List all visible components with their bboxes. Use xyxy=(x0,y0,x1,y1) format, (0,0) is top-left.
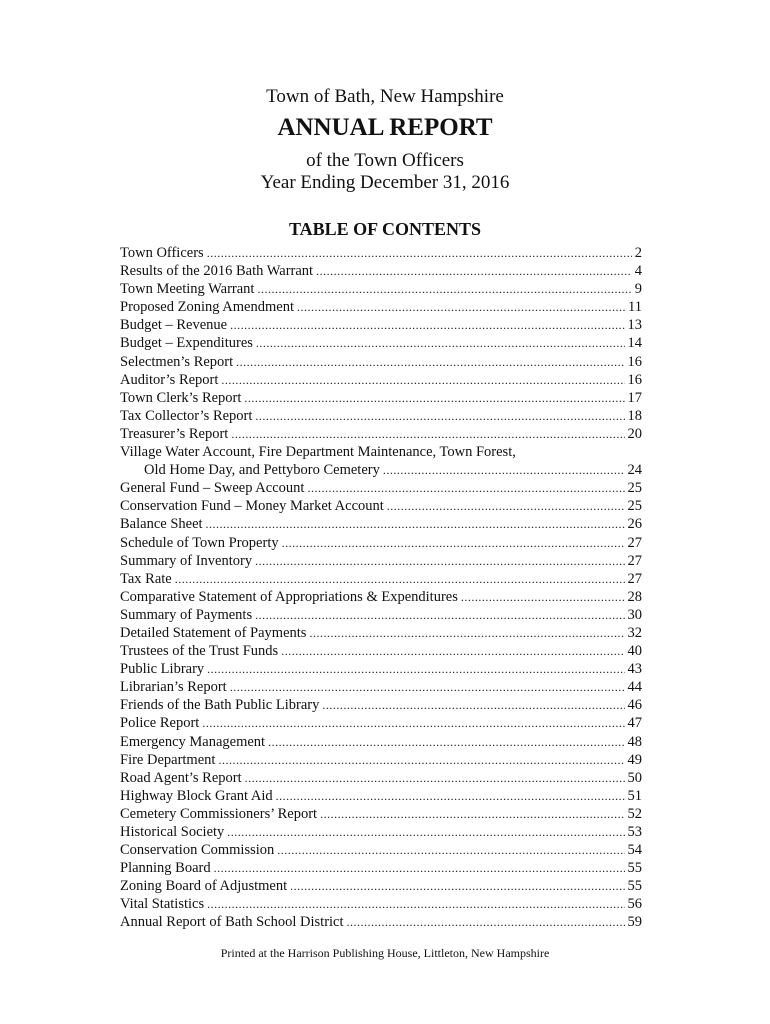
toc-entry-page: 59 xyxy=(627,914,642,931)
toc-entry-line xyxy=(120,733,642,751)
toc-entry-line xyxy=(120,678,642,696)
toc-heading: TABLE OF CONTENTS xyxy=(288,219,482,239)
toc-entry-title: Summary of Payments xyxy=(120,606,253,623)
toc-entry-page: 18 xyxy=(627,407,642,424)
toc-entry-title: Town Clerk’s Report xyxy=(120,389,242,406)
toc-entry-title: Vital Statistics xyxy=(120,896,205,913)
toc-entry-page: 2 xyxy=(634,245,642,261)
toc-entry-line xyxy=(120,769,642,787)
toc-entry xyxy=(120,280,642,298)
toc-entry xyxy=(120,298,642,316)
town-name: Town of Bath, New Hampshire xyxy=(266,86,504,107)
toc-entry-line xyxy=(120,353,642,371)
toc-entry-page: 16 xyxy=(627,353,642,370)
toc-entry-title: Tax Rate xyxy=(120,570,172,587)
toc-entry xyxy=(120,479,642,497)
dot-leader xyxy=(257,280,631,298)
dot-leader xyxy=(309,624,624,642)
toc-entry-line xyxy=(120,588,642,606)
toc-entry xyxy=(120,389,642,407)
toc-entry-line xyxy=(120,334,642,352)
toc-entry-line xyxy=(120,552,642,570)
toc-entry xyxy=(120,262,642,280)
toc-entry xyxy=(120,769,642,787)
dot-leader xyxy=(230,678,625,696)
toc-entry-line xyxy=(120,497,642,515)
toc-entry-page: 28 xyxy=(627,588,642,605)
toc-entry-line xyxy=(120,461,642,479)
toc-entry xyxy=(120,913,642,931)
dot-leader xyxy=(387,497,625,515)
table-of-contents xyxy=(120,244,642,932)
toc-entry-line xyxy=(120,787,642,805)
toc-entry-line xyxy=(120,479,642,497)
toc-entry-line xyxy=(120,298,642,316)
toc-entry xyxy=(120,751,642,769)
toc-entry xyxy=(120,552,642,570)
toc-entry-page: 4 xyxy=(634,263,642,280)
toc-entry-page: 43 xyxy=(627,661,642,678)
toc-entry-line xyxy=(120,316,642,334)
toc-entry-page: 30 xyxy=(627,606,642,623)
toc-entry-title: Police Report xyxy=(120,715,200,732)
toc-entry-line xyxy=(120,515,642,533)
dot-leader xyxy=(221,371,624,389)
dot-leader xyxy=(214,859,625,877)
toc-entry-line xyxy=(120,606,642,624)
toc-entry-line xyxy=(120,262,642,280)
toc-entry-title: Auditor’s Report xyxy=(120,371,219,388)
dot-leader xyxy=(207,660,624,678)
toc-entry xyxy=(120,497,642,515)
toc-entry-page: 17 xyxy=(627,389,642,406)
toc-entry-title: Trustees of the Trust Funds xyxy=(120,643,279,660)
dot-leader xyxy=(202,714,624,732)
toc-entry xyxy=(120,805,642,823)
toc-entry-page: 48 xyxy=(627,733,642,750)
dot-leader xyxy=(281,642,624,660)
toc-entry-line xyxy=(120,714,642,732)
dot-leader xyxy=(255,552,624,570)
toc-entry-page: 56 xyxy=(627,896,642,913)
toc-entry-page: 13 xyxy=(627,317,642,334)
toc-entry-title: Conservation Commission xyxy=(120,842,275,859)
toc-entry-line xyxy=(120,841,642,859)
dot-leader xyxy=(230,316,624,334)
toc-entry xyxy=(120,353,642,371)
toc-entry-page: 32 xyxy=(627,624,642,641)
toc-entry-title: Comparative Statement of Appropriations & Expenditures xyxy=(120,588,458,605)
dot-leader xyxy=(255,606,624,624)
toc-entry-title: Planning Board xyxy=(120,860,211,877)
toc-entry-line xyxy=(120,407,642,425)
toc-entry-page: 24 xyxy=(627,462,642,479)
toc-entry-title: Summary of Inventory xyxy=(120,552,253,569)
toc-entry-line xyxy=(120,805,642,823)
toc-entry-page: 50 xyxy=(627,769,642,786)
dot-leader xyxy=(206,515,625,533)
toc-entry xyxy=(120,678,642,696)
toc-entry xyxy=(120,733,642,751)
dot-leader xyxy=(244,389,624,407)
dot-leader xyxy=(322,696,624,714)
toc-entry-page: 16 xyxy=(627,371,642,388)
toc-entry-page: 44 xyxy=(627,679,642,696)
toc-entry-title: Balance Sheet xyxy=(120,516,203,533)
toc-entry-title: Proposed Zoning Amendment xyxy=(120,299,294,316)
report-year: Year Ending December 31, 2016 xyxy=(260,172,510,193)
toc-entry-title: Public Library xyxy=(120,661,205,678)
dot-leader xyxy=(255,407,624,425)
toc-entry xyxy=(120,316,642,334)
toc-entry-page: 52 xyxy=(627,805,642,822)
toc-entry xyxy=(120,515,642,533)
toc-entry-line xyxy=(120,859,642,877)
dot-leader xyxy=(231,425,624,443)
toc-entry-line xyxy=(120,642,642,660)
toc-entry-title: Conservation Fund – Money Market Account xyxy=(120,498,384,515)
toc-entry-title: Town Meeting Warrant xyxy=(120,281,255,298)
toc-entry xyxy=(120,425,642,443)
toc-entry-title: Highway Block Grant Aid xyxy=(120,787,273,804)
toc-entry xyxy=(120,244,642,262)
toc-entry-line xyxy=(120,570,642,588)
toc-entry-line xyxy=(120,660,642,678)
toc-entry xyxy=(120,570,642,588)
toc-entry-title: Road Agent’s Report xyxy=(120,769,242,786)
toc-entry xyxy=(120,660,642,678)
toc-entry-page: 26 xyxy=(627,516,642,533)
toc-entry-page: 40 xyxy=(627,643,642,660)
toc-entry-line xyxy=(120,371,642,389)
toc-entry xyxy=(120,443,642,479)
toc-entry-page: 11 xyxy=(628,299,642,316)
toc-entry-page: 55 xyxy=(627,878,642,895)
toc-entry xyxy=(120,859,642,877)
dot-leader xyxy=(277,841,624,859)
toc-entry-title: Fire Department xyxy=(120,751,216,768)
toc-entry-line xyxy=(120,624,642,642)
toc-entry-page: 49 xyxy=(627,751,642,768)
toc-entry-line xyxy=(120,425,642,443)
dot-leader xyxy=(320,805,624,823)
dot-leader xyxy=(276,787,625,805)
toc-entry-page: 27 xyxy=(627,534,642,551)
dot-leader xyxy=(207,244,632,262)
toc-entry-line xyxy=(120,913,642,931)
dot-leader xyxy=(207,895,624,913)
toc-entry-line xyxy=(120,280,642,298)
toc-entry xyxy=(120,895,642,913)
toc-entry-page: 27 xyxy=(627,552,642,569)
toc-entry xyxy=(120,642,642,660)
dot-leader xyxy=(256,334,625,352)
dot-leader xyxy=(245,769,625,787)
toc-entry-page: 51 xyxy=(627,787,642,804)
toc-entry-title: Zoning Board of Adjustment xyxy=(120,878,288,895)
dot-leader xyxy=(461,588,625,606)
toc-entry-title: Historical Society xyxy=(120,824,225,840)
toc-entry-line xyxy=(120,534,642,552)
dot-leader xyxy=(175,570,625,588)
dot-leader xyxy=(236,353,624,371)
dot-leader xyxy=(290,877,624,895)
toc-entry xyxy=(120,334,642,352)
toc-entry xyxy=(120,407,642,425)
report-subtitle: of the Town Officers xyxy=(306,150,464,171)
toc-entry-title: Budget – Revenue xyxy=(120,317,228,334)
toc-entry-page: 46 xyxy=(627,697,642,714)
report-title: ANNUAL REPORT xyxy=(277,114,493,141)
toc-entry-line xyxy=(120,244,642,262)
toc-entry xyxy=(120,534,642,552)
dot-leader xyxy=(383,461,625,479)
toc-entry-page: 20 xyxy=(627,425,642,442)
toc-entry-title: Treasurer’s Report xyxy=(120,425,229,442)
toc-entry-page: 25 xyxy=(627,498,642,515)
toc-entry-title: Schedule of Town Property xyxy=(120,534,279,551)
dot-leader xyxy=(297,298,625,316)
toc-entry-title: Emergency Management xyxy=(120,733,266,750)
toc-entry xyxy=(120,823,642,841)
toc-entry-title: Annual Report of Bath School District xyxy=(120,914,344,931)
toc-entry-title: Detailed Statement of Payments xyxy=(120,624,307,641)
toc-entry-page: 54 xyxy=(627,842,642,859)
toc-entry-title: Tax Collector’s Report xyxy=(120,407,253,424)
toc-entry xyxy=(120,696,642,714)
toc-entry-title: Cemetery Commissioners’ Report xyxy=(120,805,318,822)
toc-entry xyxy=(120,606,642,624)
toc-entry-title: Librarian’s Report xyxy=(120,679,227,696)
toc-entry-title: Results of the 2016 Bath Warrant xyxy=(120,263,314,280)
toc-entry-line xyxy=(120,389,642,407)
printer-credit: Printed at the Harrison Publishing House, Littleton, New Hampshire xyxy=(220,946,550,960)
toc-entry-page: 55 xyxy=(627,860,642,877)
dot-leader xyxy=(227,823,624,841)
toc-entry-page: 27 xyxy=(627,570,642,587)
toc-entry-line xyxy=(120,696,642,714)
toc-entry-page: 47 xyxy=(627,715,642,732)
toc-entry-title: Budget – Expenditures xyxy=(120,335,253,352)
toc-entry xyxy=(120,371,642,389)
dot-leader xyxy=(282,534,625,552)
toc-entry-title: General Fund – Sweep Account xyxy=(120,480,305,497)
toc-entry-line xyxy=(120,823,642,841)
toc-entry-page: 25 xyxy=(627,480,642,497)
toc-entry-line xyxy=(120,751,642,769)
toc-entry-title: Village Water Account, Fire Department Maintenance, Town Forest, xyxy=(120,444,516,461)
toc-entry-title: Selectmen’s Report xyxy=(120,353,234,370)
toc-entry-title-continued: Old Home Day, and Pettyboro Cemetery xyxy=(144,462,380,479)
dot-leader xyxy=(316,262,632,280)
toc-entry xyxy=(120,877,642,895)
toc-entry xyxy=(120,787,642,805)
toc-entry-page: 14 xyxy=(627,335,642,352)
toc-entry xyxy=(120,624,642,642)
toc-entry-title: Town Officers xyxy=(120,245,204,261)
dot-leader xyxy=(347,913,625,931)
dot-leader xyxy=(218,751,624,769)
dot-leader xyxy=(307,479,624,497)
toc-entry-page: 53 xyxy=(627,824,642,840)
toc-entry xyxy=(120,841,642,859)
toc-entry-line xyxy=(120,895,642,913)
dot-leader xyxy=(268,733,624,751)
toc-entry-line xyxy=(120,877,642,895)
toc-entry xyxy=(120,714,642,732)
toc-entry xyxy=(120,588,642,606)
toc-entry-page: 9 xyxy=(634,281,642,298)
toc-entry-title: Friends of the Bath Public Library xyxy=(120,697,320,714)
